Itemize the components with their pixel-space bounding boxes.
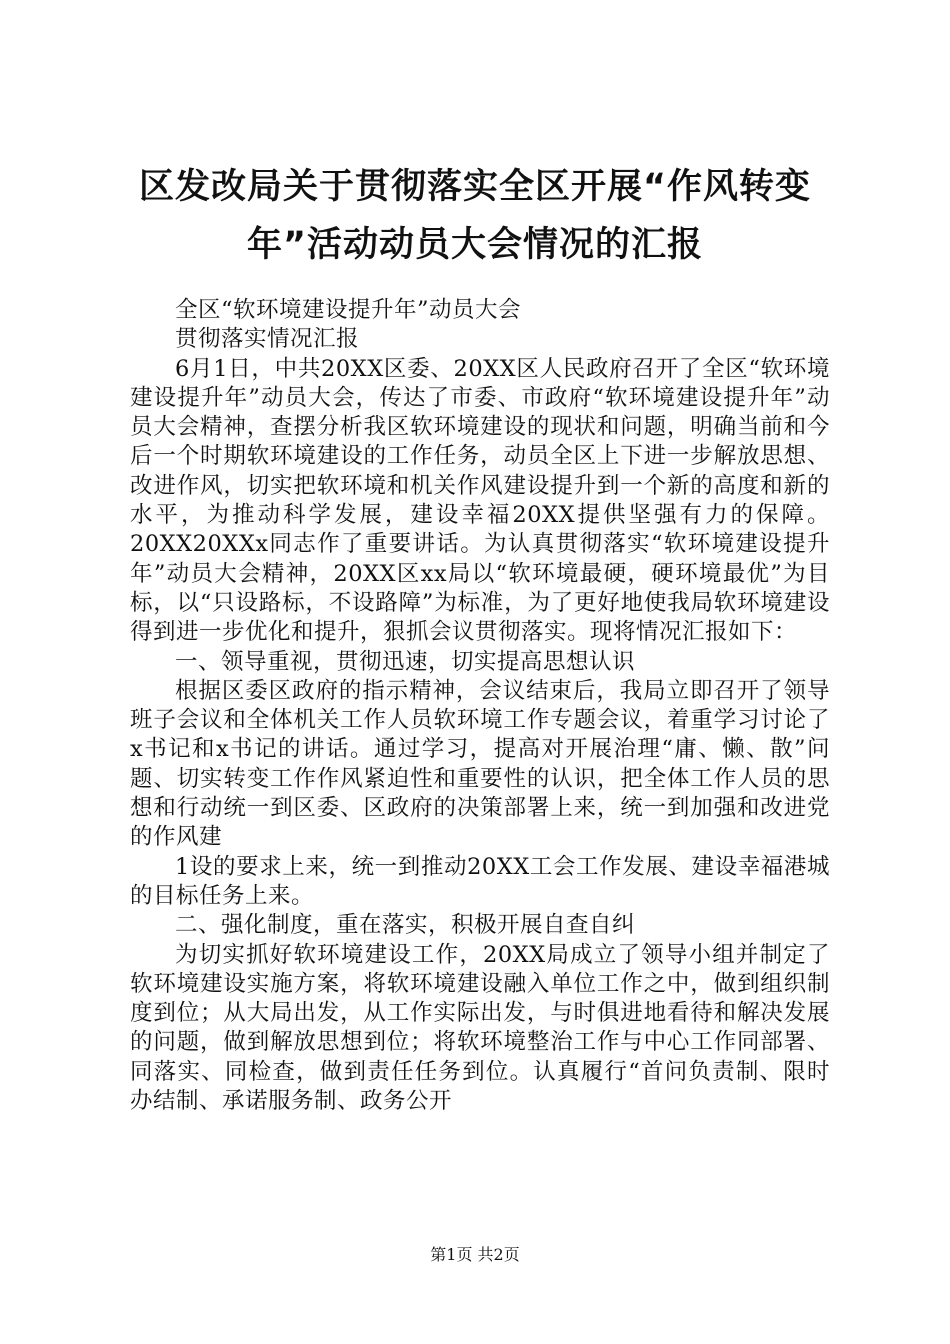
paragraph: 全区“软环境建设提升年”动员大会 <box>175 297 522 323</box>
document-title: 区发改局关于贯彻落实全区开展“作风转变年”活动动员大会情况的汇报 <box>138 167 811 265</box>
document-body <box>130 296 830 1116</box>
paragraph: 贯彻落实情况汇报 <box>175 326 360 353</box>
paragraph: 为切实抓好软环境建设工作，20XX局成立了领导小组并制定了软环境建设实施方案，将软环境建设融入单位工作之中，做到组织制度到位；从大局出发，从工作实际出发，与时俱进地看待和解决发展的问题，做到解放思想到位；将软环境整治工作与中心工作同部署、同落实、同检查，做到责任任务到位。认真履行“首问负责制、限时办结制、承诺服务制、政务公开 <box>130 941 830 1115</box>
page-number: 第1页 共2页 <box>430 1245 520 1264</box>
paragraph: 根据区委区政府的指示精神，会议结束后，我局立即召开了领导班子会议和全体机关工作人员软环境工作专题会议，着重学习讨论了x书记和x书记的讲话。通过学习，提高对开展治理“庸、懒、散”问题、切实转变工作作风紧迫性和重要性的认识，把全体工作人员的思想和行动统一到区委、区政府的决策部署上来，统一到加强和改进党的作风建 <box>130 677 830 851</box>
paragraph: 6月1日，中共20XX区委、20XX区人民政府召开了全区“软环境建设提升年”动员大会，传达了市委、市政府“软环境建设提升年”动员大会精神，查摆分析我区软环境建设的现状和问题，明确当前和今后一个时期软环境建设的工作任务，动员全区上下进一步解放思想、改进作风，切实把软环境和机关作风建设提升到一个新的高度和新的水平，为推动科学发展，建设幸福20XX提供坚强有力的保障。20XX20XXx同志作了重要讲话。为认真贯彻落实“软环境建设提升年”动员大会精神，20XX区xx局以“软环境最硬，硬环境最优”为目标，以“只设路标，不设路障”为标准，为了更好地使我局软环境建设得到进一步优化和提升，狠抓会议贯彻落实。现将情况汇报如下： <box>130 355 830 646</box>
paragraph: 1设的要求上来，统一到推动20XX工会工作发展、建设幸福港城的目标任务上来。 <box>130 853 830 909</box>
section-heading: 一、领导重视，贯彻迅速，切实提高思想认识 <box>175 648 636 675</box>
section-heading: 二、强化制度，重在落实，积极开展自查自纠 <box>175 912 636 939</box>
